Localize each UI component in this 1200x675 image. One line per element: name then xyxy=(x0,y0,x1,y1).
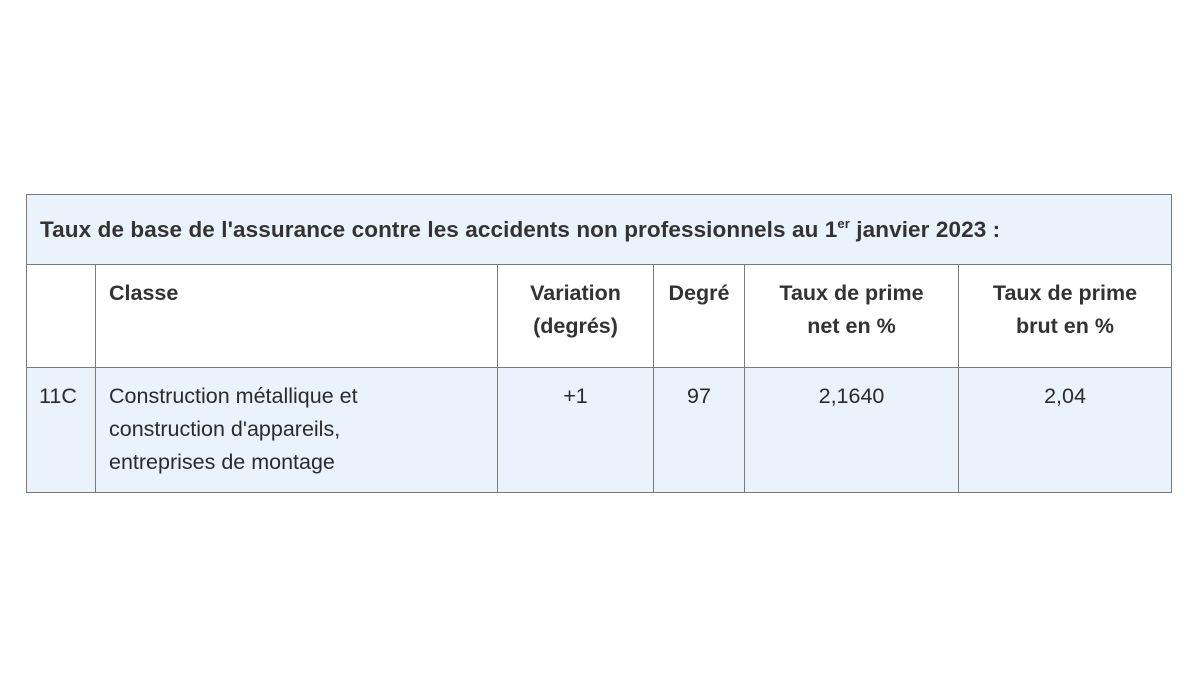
cell-classe xyxy=(96,368,498,493)
premium-rate-table xyxy=(26,194,1172,493)
table-header-row xyxy=(27,265,1172,368)
header-taux-brut-line-2: brut en % xyxy=(1016,314,1114,338)
header-variation xyxy=(498,265,654,368)
cell-taux-brut: 2,04 xyxy=(959,368,1172,493)
premium-rate-table-container xyxy=(26,194,1170,493)
table-title-end: janvier 2023 : xyxy=(849,217,1001,242)
header-taux-net-line-2: net en % xyxy=(807,314,896,338)
cell-classe-line-1: Construction métallique et xyxy=(109,384,358,408)
header-taux-net-line-1: Taux de prime xyxy=(779,281,924,305)
header-classe: Classe xyxy=(96,265,498,368)
header-degre: Degré xyxy=(654,265,745,368)
table-title-main: Taux de base de l'assurance contre les accidents non professionnels au 1 xyxy=(40,217,838,242)
header-variation-line-1: Variation xyxy=(530,281,621,305)
header-taux-brut-line-1: Taux de prime xyxy=(992,281,1138,305)
cell-taux-net: 2,1640 xyxy=(745,368,959,493)
table-row xyxy=(27,368,1172,493)
header-taux-brut xyxy=(959,265,1172,368)
table-title-row xyxy=(27,195,1172,265)
header-code xyxy=(27,265,96,368)
header-variation-line-2: (degrés) xyxy=(533,314,618,338)
cell-code: 11C xyxy=(27,368,96,493)
table-title-superscript: er xyxy=(837,216,850,231)
cell-variation: +1 xyxy=(498,368,654,493)
cell-classe-line-3: entreprises de montage xyxy=(109,450,335,474)
table-title xyxy=(27,195,1172,265)
cell-classe-line-2: construction d'appareils, xyxy=(109,417,341,441)
header-taux-net xyxy=(745,265,959,368)
cell-degre: 97 xyxy=(654,368,745,493)
